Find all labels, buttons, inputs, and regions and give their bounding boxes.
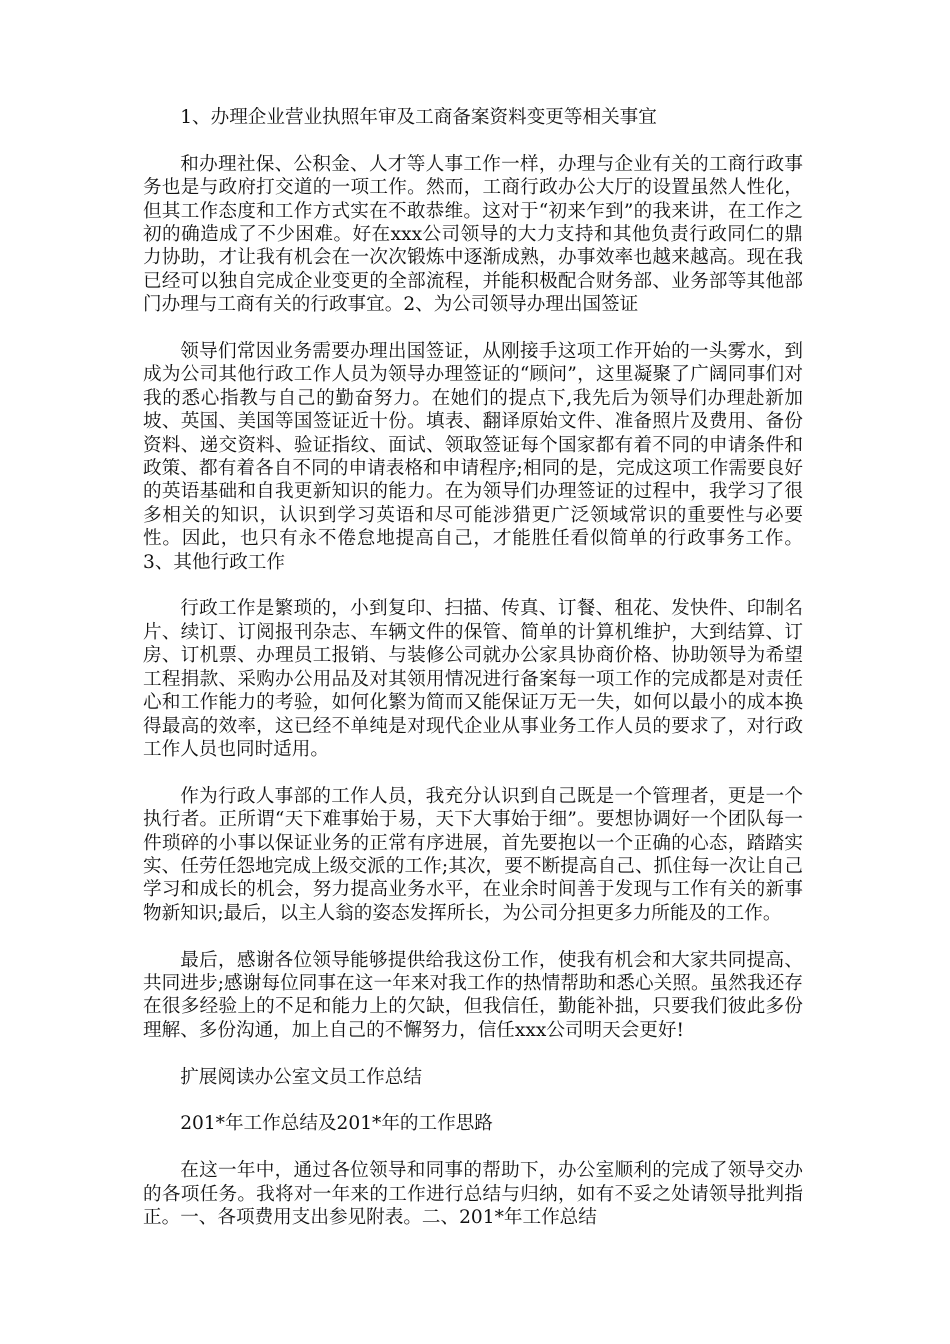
paragraph-summary-title: 201*年工作总结及201*年的工作思路 (180, 1113, 493, 1135)
paragraph-visa-handling: 领导们常因业务需要办理出国签证，从刚接手这项工作开始的一头雾水，到成为公司其他行政工作人员为领导办理签证的“顾问”，这里凝聚了广阔同事们对我的悉心指教与自己的勤奋努力。在她们的提点下,我先后为领导们办理赴新加坡、英国、美国等国签证近十份。填表、翻译原始文件、准备照片及费用、备份资料、递交资料、验证指纹、面试、领取签证每个国家都有着不同的申请条件和政策、都有着各自不同的申请表格和申请程序;相同的是，完成这项工作需要良好的英语基础和自我更新知识的能力。在为领导们办理签证的过程中，我学习了很多相关的知识，认识到学习英语和尽可能涉猎更广泛领域常识的重要性与必要性。因此，也只有永不倦怠地提高自己，才能胜任看似简单的行政事务工作。3、其他行政工作 (143, 341, 803, 573)
paragraph-admin-work: 行政工作是繁琐的，小到复印、扫描、传真、订餐、租花、发快件、印制名片、续订、订阅报刊杂志、车辆文件的保管、简单的计算机维护，大到结算、订房、订机票、办理员工报销、与装修公司就办公家具协商价格、协助领导为希望工程捐款、采购办公用品及对其领用情况进行备案每一项工作的完成都是对责任心和工作能力的考验，如何化繁为简而又能保证万无一失，如何以最小的成本换得最高的效率，这已经不单纯是对现代企业从事业务工作人员的要求了，对行政工作人员也同时适用。 (143, 598, 803, 760)
paragraph-extended-reading-title: 扩展阅读办公室文员工作总结 (180, 1066, 422, 1088)
paragraph-commerce-affairs: 和办理社保、公积金、人才等人事工作一样，办理与企业有关的工商行政事务也是与政府打交道的一项工作。然而，工商行政办公大厅的设置虽然人性化，但其工作态度和工作方式实在不敢恭维。这对于“初来乍到”的我来讲，在工作之初的确造成了不少困难。好在xxx公司领导的大力支持和其他负责行政同仁的鼎力协助，才让我有机会在一次次锻炼中逐渐成熟，办事效率也越来越高。现在我已经可以独自完成企业变更的全部流程，并能积极配合财务部、业务部等其他部门办理与工商有关的行政事宜。2、为公司领导办理出国签证 (143, 153, 803, 316)
paragraph-business-license: 1、办理企业营业执照年审及工商备案资料变更等相关事宜 (180, 107, 657, 128)
paragraph-year-summary: 在这一年中，通过各位领导和同事的帮助下，办公室顺利的完成了领导交办的各项任务。我将对一年来的工作进行总结与归纳，如有不妥之处请领导批判指正。一、各项费用支出参见附表。二、201*年工作总结 (143, 1160, 803, 1228)
document-body (143, 106, 803, 1253)
paragraph-role-reflection: 作为行政人事部的工作人员，我充分认识到自己既是一个管理者，更是一个执行者。正所谓“天下难事始于易，天下大事始于细”。要想协调好一个团队每一件琐碎的小事以保证业务的正常有序进展，首先要抱以一个正确的心态，踏踏实实、任劳任怨地完成上级交派的工作;其次，要不断提高自己、抓住每一次让自己学习和成长的机会，努力提高业务水平，在业余时间善于发现与工作有关的新事物新知识;最后，以主人翁的姿态发挥所长，为公司分担更多力所能及的工作。 (143, 785, 803, 924)
paragraph-thanks: 最后，感谢各位领导能够提供给我这份工作，使我有机会和大家共同提高、共同进步;感谢每位同事在这一年来对我工作的热情帮助和悉心关照。虽然我还存在很多经验上的不足和能力上的欠缺，但我信任，勤能补拙，只要我们彼此多份理解、多份沟通，加上自己的不懈努力，信任xxx公司明天会更好! (143, 949, 803, 1041)
